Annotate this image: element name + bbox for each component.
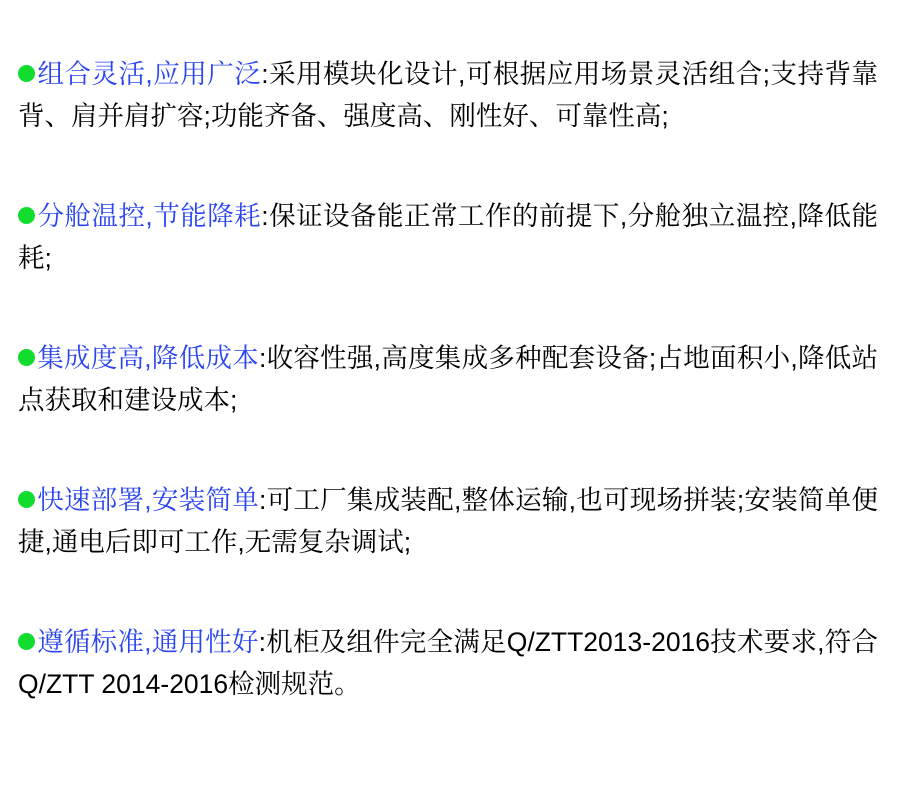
feature-paragraph	[18, 53, 878, 137]
feature-paragraph	[18, 337, 878, 421]
bullet-icon	[18, 633, 35, 650]
feature-paragraph	[18, 195, 878, 279]
feature-title: 快速部署,安装简单	[37, 484, 259, 515]
feature-item	[18, 337, 878, 421]
feature-paragraph	[18, 479, 878, 563]
bullet-icon	[18, 491, 35, 508]
feature-item	[18, 479, 878, 563]
feature-title: 集成度高,降低成本	[37, 342, 259, 373]
feature-body: :收容性强,高度集成多种配套设备;占地面积小,降低站点获取和建设成本;	[18, 342, 878, 415]
feature-title: 组合灵活,应用广泛	[37, 58, 262, 89]
feature-body: :保证设备能正常工作的前提下,分舱独立温控,降低能耗;	[18, 200, 878, 273]
feature-title: 分舱温控,节能降耗	[37, 200, 262, 231]
bullet-icon	[18, 207, 35, 224]
feature-body: :机柜及组件完全满足Q/ZTT2013-2016技术要求,符合Q/ZTT 2014-2016检测规范。	[18, 626, 878, 699]
bullet-icon	[18, 349, 35, 366]
feature-title: 遵循标准,通用性好	[37, 626, 259, 657]
feature-body: :可工厂集成装配,整体运输,也可现场拼装;安装简单便捷,通电后即可工作,无需复杂调试;	[18, 484, 878, 557]
bullet-icon	[18, 65, 35, 82]
feature-paragraph	[18, 621, 878, 705]
feature-item	[18, 621, 878, 705]
feature-body: :采用模块化设计,可根据应用场景灵活组合;支持背靠背、肩并肩扩容;功能齐备、强度高、刚性好、可靠性高;	[18, 58, 878, 131]
feature-item	[18, 195, 878, 279]
feature-item	[18, 53, 878, 137]
